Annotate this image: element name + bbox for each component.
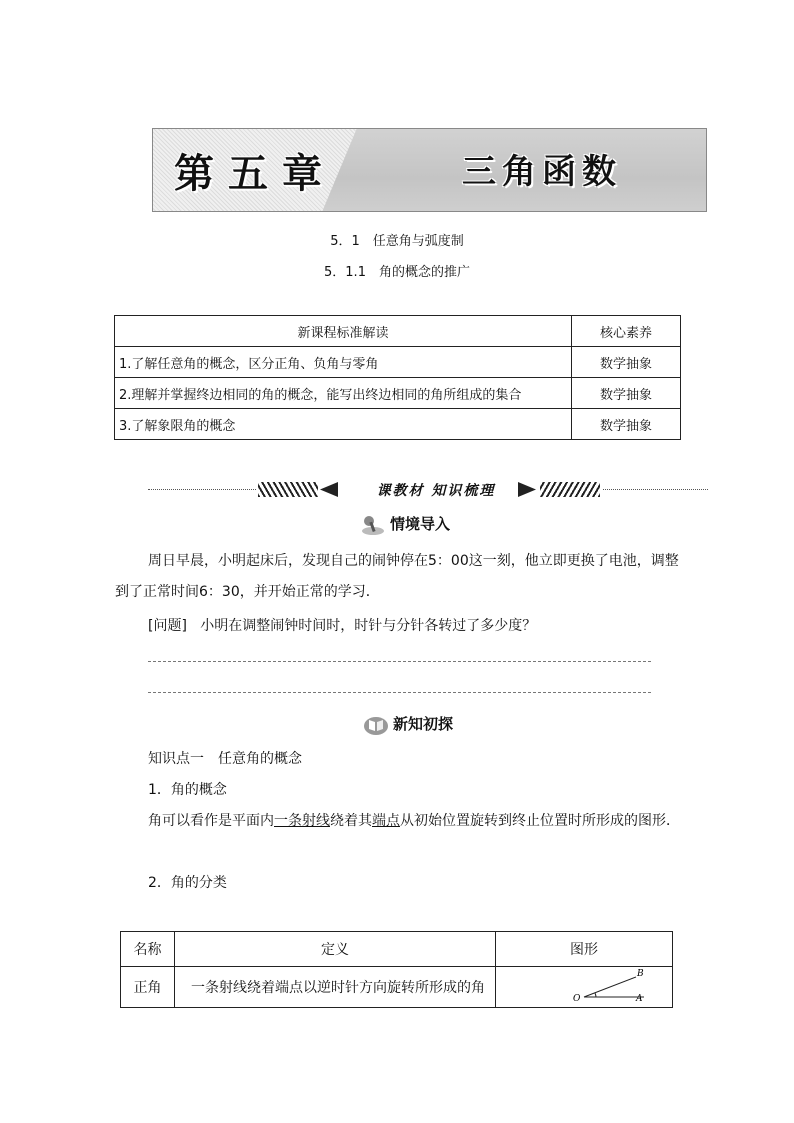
answer-line xyxy=(148,661,651,662)
angle-definition: 一条射线绕着端点以逆时针方向旋转所形成的角 xyxy=(175,967,496,1008)
label-o: O xyxy=(573,994,581,1003)
header-definition: 定义 xyxy=(175,932,496,967)
standards-table xyxy=(114,315,681,440)
chapter-title: 三角函数 xyxy=(462,152,622,192)
situation-paragraph: 周日早晨，小明起床后，发现自己的闹钟停在5：00这一刻，他立即更换了电池，调整到了正常时间6：30，并开始正常的学习． xyxy=(115,553,679,600)
subsection-heading: 5．1.1 角的概念的推广 xyxy=(324,265,470,280)
positive-angle-figure xyxy=(524,967,644,1003)
angle-classification-table xyxy=(120,931,673,1008)
arrow-right-icon xyxy=(518,482,536,497)
item1-title: 1．角的概念 xyxy=(148,782,227,798)
angle-figure xyxy=(496,967,673,1008)
question-text: 小明在调整闹钟时间时，时针与分针各转过了多少度？ xyxy=(200,618,537,634)
book-icon xyxy=(363,714,389,736)
header-name: 名称 xyxy=(121,932,175,967)
section-divider xyxy=(148,480,708,500)
angle-name: 正角 xyxy=(121,967,175,1008)
microphone-icon xyxy=(360,514,386,536)
standard-cell: 2.理解并掌握终边相同的角的概念，能写出终边相同的角所组成的集合 xyxy=(115,378,572,409)
concept-paragraph: 角可以看作是平面内一条射线绕着其端点从初始位置旋转到终止位置时所形成的图形． xyxy=(148,813,680,829)
standard-cell: 1.了解任意角的概念，区分正角、负角与零角 xyxy=(115,347,572,378)
knowledge-point-title: 知识点一 任意角的概念 xyxy=(148,751,302,767)
header-standard: 新课程标准解读 xyxy=(115,316,572,347)
angle-arc-icon xyxy=(595,993,596,997)
question-line xyxy=(148,611,688,642)
underline-ray: 一条射线 xyxy=(274,813,330,829)
header-literacy: 核心素养 xyxy=(572,316,681,347)
explore-heading: 新知初探 xyxy=(363,713,453,736)
standard-cell: 3.了解象限角的概念 xyxy=(115,409,572,440)
table-row xyxy=(115,409,681,440)
literacy-cell: 数学抽象 xyxy=(572,347,681,378)
table-header-row xyxy=(115,316,681,347)
label-b: B xyxy=(637,969,644,979)
situation-heading: 情境导入 xyxy=(360,513,450,536)
literacy-cell: 数学抽象 xyxy=(572,378,681,409)
chapter-banner xyxy=(152,128,707,212)
answer-line xyxy=(148,692,651,693)
table-row xyxy=(115,378,681,409)
divider-label: 课教材 知识梳理 xyxy=(376,483,496,499)
label-a: A xyxy=(636,994,643,1003)
arrow-left-icon xyxy=(320,482,338,497)
table-row xyxy=(121,967,673,1008)
underline-endpoint: 端点 xyxy=(372,813,400,829)
header-figure: 图形 xyxy=(496,932,673,967)
chapter-number: 第五章 xyxy=(174,150,336,197)
ray-ob xyxy=(584,977,636,997)
section-heading: 5．1 任意角与弧度制 xyxy=(330,234,464,249)
table-row xyxy=(115,347,681,378)
question-tag: [问题] xyxy=(148,618,187,634)
item2-title: 2．角的分类 xyxy=(148,875,227,891)
literacy-cell: 数学抽象 xyxy=(572,409,681,440)
table-header-row xyxy=(121,932,673,967)
